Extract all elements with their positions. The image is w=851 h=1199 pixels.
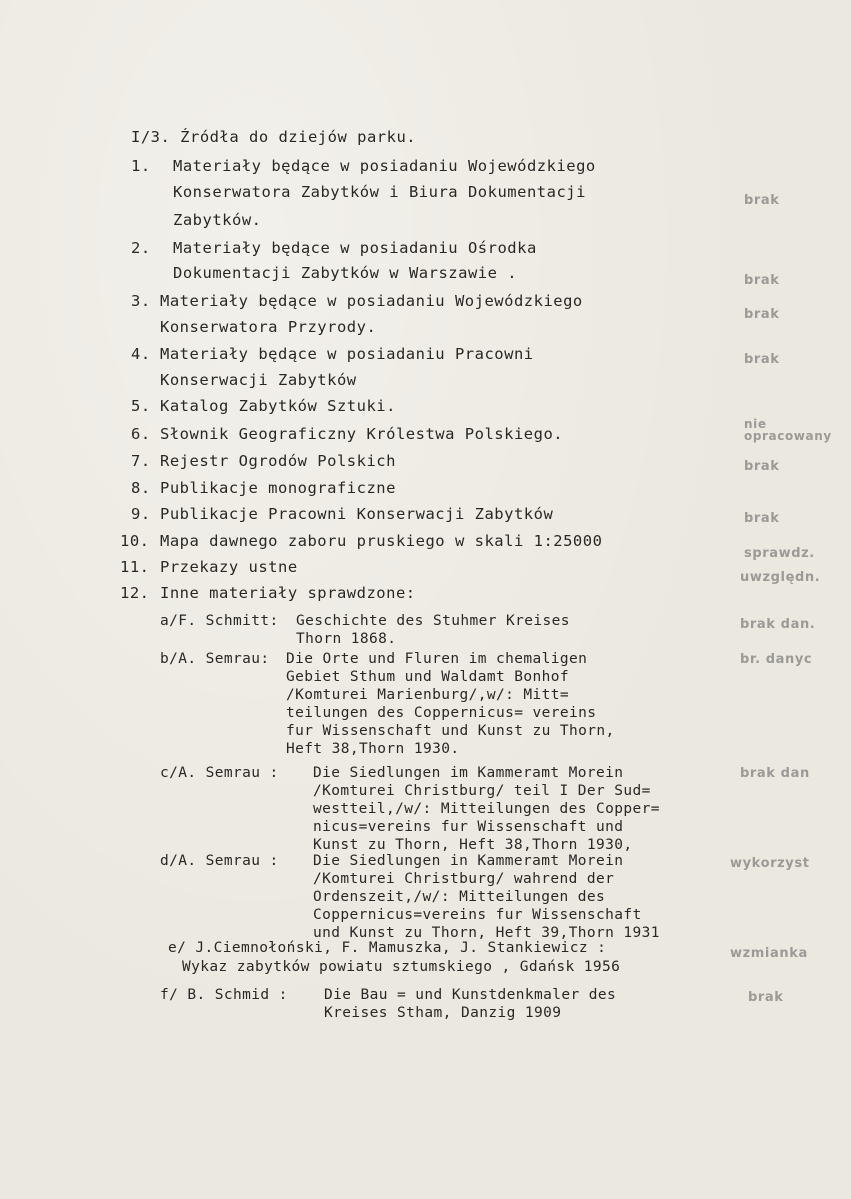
subitem-b-label: b/A. Semrau: xyxy=(160,651,270,667)
item-number-10: 10. xyxy=(120,532,150,550)
item-number-1: 1. xyxy=(131,157,151,175)
margin-stamp-2: brak xyxy=(744,273,780,288)
subitem-b-line-3: /Komturei Marienburg/,w/: Mitt= xyxy=(286,687,570,703)
subitem-b-line-6: Heft 38,Thorn 1930. xyxy=(286,741,460,757)
item-7-line-1: Rejestr Ogrodów Polskich xyxy=(160,452,396,470)
margin-stamp-13: wykorzyst xyxy=(730,856,810,871)
margin-stamp-5: nie opracowany xyxy=(744,417,832,443)
item-4-line-1: Materiały będące w posiadaniu Pracowni xyxy=(160,345,534,363)
subitem-d-line-2: /Komturei Christburg/ wahrend der xyxy=(313,871,615,887)
margin-stamp-7: brak xyxy=(744,511,780,526)
item-number-2: 2. xyxy=(131,239,151,257)
subitem-a-line-2: Thorn 1868. xyxy=(296,631,397,647)
subitem-f-line-1: Die Bau = und Kunstdenkmaler des xyxy=(324,987,617,1003)
margin-stamp-11: br. danyc xyxy=(740,652,813,667)
subitem-c-line-3: westteil,/w/: Mitteilungen des Copper= xyxy=(313,801,660,817)
item-3-line-1: Materiały będące w posiadaniu Wojewódzkiego xyxy=(160,292,583,310)
item-5-line-1: Katalog Zabytków Sztuki. xyxy=(160,397,396,415)
item-12-line-1: Inne materiały sprawdzone: xyxy=(160,584,416,602)
item-9-line-1: Publikacje Pracowni Konserwacji Zabytków xyxy=(160,505,554,523)
subitem-e-line-1: Wykaz zabytków powiatu sztumskiego , Gdańsk 1956 xyxy=(182,959,621,975)
margin-stamp-12: brak dan xyxy=(740,766,810,781)
subitem-d-line-4: Coppernicus=vereins fur Wissenschaft xyxy=(313,907,642,923)
subitem-d-line-5: und Kunst zu Thorn, Heft 39,Thorn 1931 xyxy=(313,925,660,941)
subitem-a-line-1: Geschichte des Stuhmer Kreises xyxy=(296,613,570,629)
margin-stamp-8: sprawdz. xyxy=(744,546,815,561)
item-number-5: 5. xyxy=(131,397,151,415)
item-4-line-2: Konserwacji Zabytków xyxy=(160,371,357,389)
subitem-f-line-2: Kreises Stham, Danzig 1909 xyxy=(324,1005,562,1021)
section-heading: I/3. Źródła do dziejów parku. xyxy=(131,128,417,146)
item-10-line-1: Mapa dawnego zaboru pruskiego w skali 1:25000 xyxy=(160,532,603,550)
item-2-line-2: Dokumentacji Zabytków w Warszawie . xyxy=(173,264,518,282)
item-1-line-1: Materiały będące w posiadaniu Wojewódzkiego xyxy=(173,157,596,175)
item-number-9: 9. xyxy=(131,505,151,523)
item-number-4: 4. xyxy=(131,345,151,363)
margin-stamp-14: wzmianka xyxy=(730,946,808,961)
subitem-b-line-5: fur Wissenschaft und Kunst zu Thorn, xyxy=(286,723,615,739)
subitem-b-line-4: teilungen des Coppernicus= vereins xyxy=(286,705,597,721)
item-number-8: 8. xyxy=(131,479,151,497)
subitem-d-line-1: Die Siedlungen in Kammeramt Morein xyxy=(313,853,624,869)
subitem-c-line-2: /Komturei Christburg/ teil I Der Sud= xyxy=(313,783,651,799)
item-2-line-1: Materiały będące w posiadaniu Ośrodka xyxy=(173,239,537,257)
item-8-line-1: Publikacje monograficzne xyxy=(160,479,396,497)
item-number-12: 12. xyxy=(120,584,150,602)
subitem-d-label: d/A. Semrau : xyxy=(160,853,279,869)
subitem-f-label: f/ B. Schmid : xyxy=(160,987,288,1003)
subitem-c-line-5: Kunst zu Thorn, Heft 38,Thorn 1930, xyxy=(313,837,633,853)
margin-stamp-10: brak dan. xyxy=(740,617,816,632)
subitem-b-line-2: Gebiet Sthum und Waldamt Bonhof xyxy=(286,669,570,685)
margin-stamp-15: brak xyxy=(748,990,784,1005)
margin-stamp-9: uwzględn. xyxy=(740,570,821,585)
item-1-line-3: Zabytków. xyxy=(173,211,262,229)
item-number-3: 3. xyxy=(131,292,151,310)
margin-stamp-4: brak xyxy=(744,352,780,367)
item-number-6: 6. xyxy=(131,425,151,443)
item-number-7: 7. xyxy=(131,452,151,470)
item-1-line-2: Konserwatora Zabytków i Biura Dokumentacji xyxy=(173,183,586,201)
margin-stamp-1: brak xyxy=(744,193,780,208)
subitem-c-line-4: nicus=vereins fur Wissenschaft und xyxy=(313,819,624,835)
item-11-line-1: Przekazy ustne xyxy=(160,558,298,576)
subitem-c-label: c/A. Semrau : xyxy=(160,765,279,781)
subitem-b-line-1: Die Orte und Fluren im chemaligen xyxy=(286,651,588,667)
subitem-e-label: e/ J.Ciemnołoński, F. Mamuszka, J. Stankiewicz : xyxy=(168,940,607,956)
subitem-a-label: a/F. Schmitt: xyxy=(160,613,279,629)
subitem-c-line-1: Die Siedlungen im Kammeramt Morein xyxy=(313,765,624,781)
item-6-line-1: Słownik Geograficzny Królestwa Polskiego. xyxy=(160,425,564,443)
item-3-line-2: Konserwatora Przyrody. xyxy=(160,318,377,336)
item-number-11: 11. xyxy=(120,558,150,576)
margin-stamp-3: brak xyxy=(744,307,780,322)
subitem-d-line-3: Ordenszeit,/w/: Mitteilungen des xyxy=(313,889,606,905)
margin-stamp-6: brak xyxy=(744,459,780,474)
